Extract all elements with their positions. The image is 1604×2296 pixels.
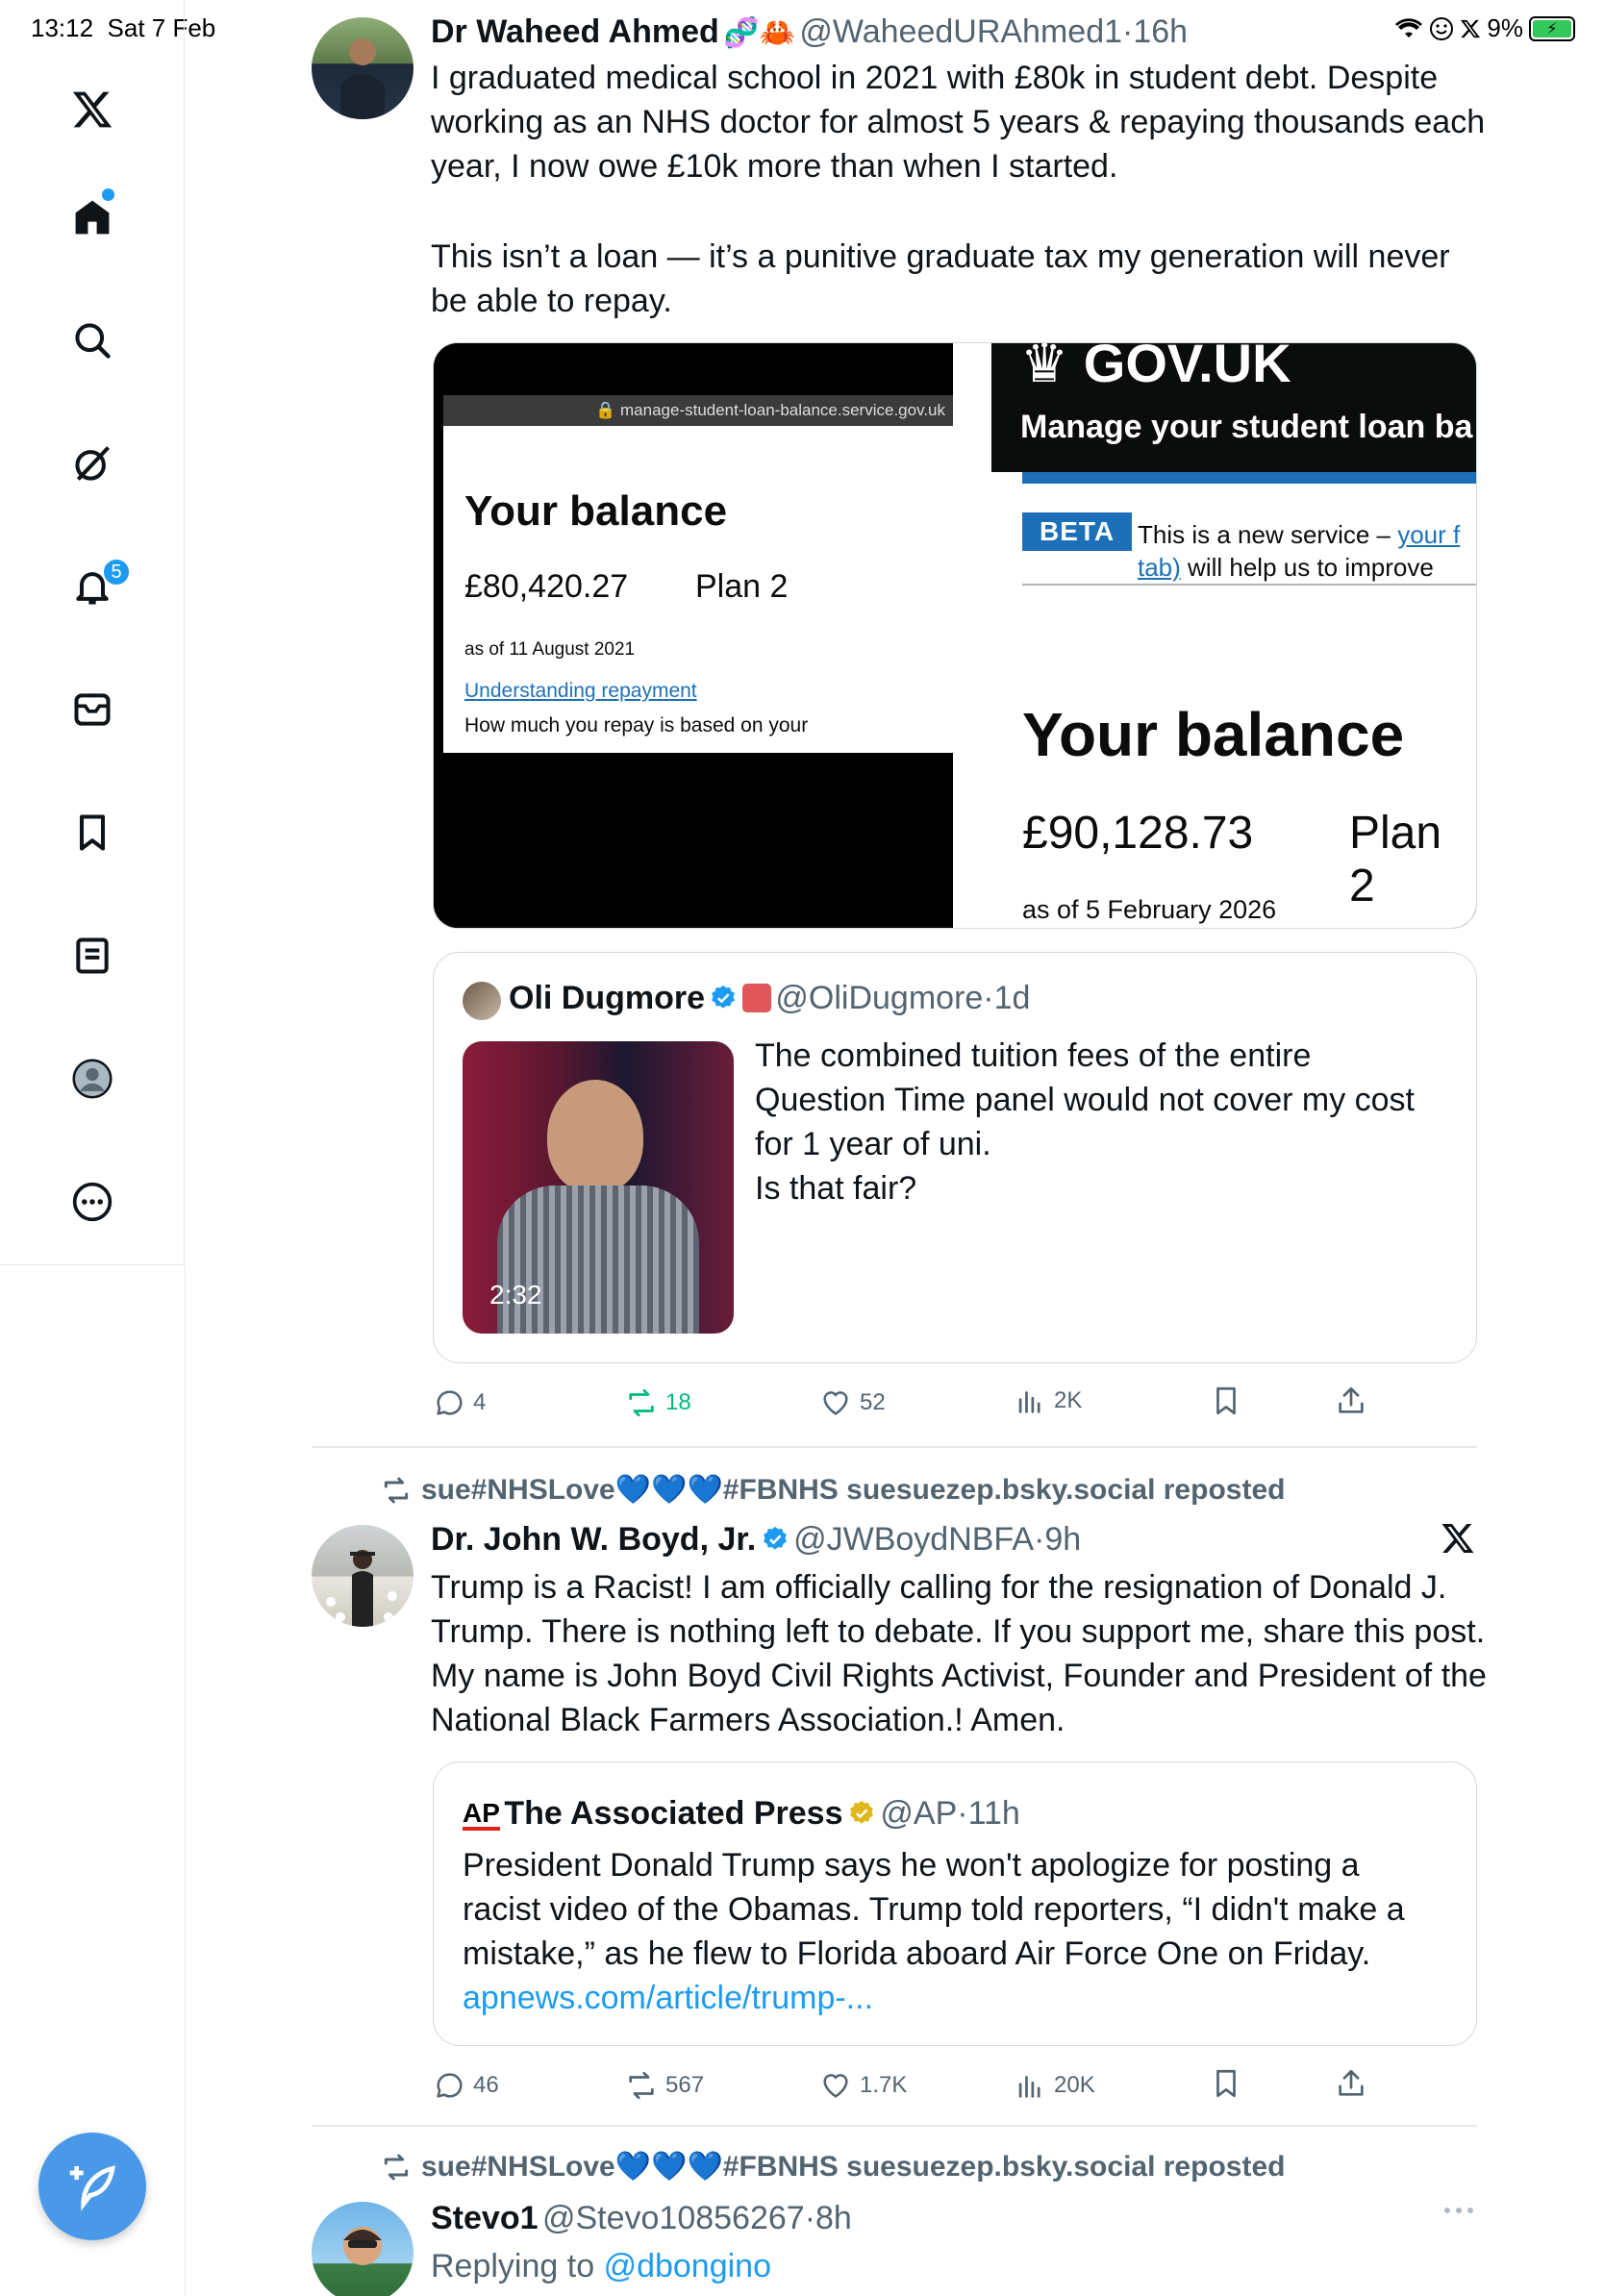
x-logo-icon[interactable] xyxy=(63,81,121,138)
more-dots-icon xyxy=(1442,2204,1475,2217)
media-right-brand: ♛ GOV.UK xyxy=(1020,342,1291,395)
quote-avatar[interactable] xyxy=(463,982,501,1020)
repost-icon xyxy=(625,2069,658,2102)
tweet3-avatar[interactable] xyxy=(312,2202,414,2296)
media-left-plan: Plan 2 xyxy=(695,568,789,605)
tweet1-text-2: This isn’t a loan — it’s a punitive graduate tax my generation will never be able to repay. xyxy=(431,238,1450,319)
tweet2-like-button[interactable] xyxy=(819,2069,907,2102)
media-right-divider xyxy=(1022,584,1477,586)
tweet1-repost-count: 18 xyxy=(665,1389,691,1415)
views-icon xyxy=(1014,1385,1046,1417)
media-right-govuk-header xyxy=(991,343,1477,472)
tweet2-text: Trump is a Racist! I am officially calling for the resignation of Donald J. Trump. There is nothing left to debate. If you support me, share this post. My name is John Boyd Civil Rights Activist, Founder and President of the National Black Farmers Association.! Amen. xyxy=(431,1569,1487,1738)
quote-time: 1d xyxy=(993,980,1031,1016)
tweet1-reply-button[interactable] xyxy=(433,1386,486,1419)
tweet2-reply-button[interactable] xyxy=(433,2069,499,2102)
compose-post-button[interactable] xyxy=(38,2133,146,2240)
tweet3-repost-context[interactable] xyxy=(381,2150,1285,2184)
tweet1-avatar[interactable] xyxy=(312,17,414,119)
tweet2-header: Dr. John W. Boyd, Jr. @JWBoydNBFA·9h xyxy=(431,1521,1082,1558)
quote-text-2: Is that fair? xyxy=(755,1170,917,1207)
media-right-plan: Plan 2 xyxy=(1349,808,1442,911)
video-person-shirt xyxy=(497,1185,699,1334)
tweet1-text-1: I graduated medical school in 2021 with £80k in student debt. Despite working as an NHS doctor for almost 5 years & repaying thousands each year, I now owe £10k more than when I started. xyxy=(431,60,1486,185)
heart-icon xyxy=(819,1386,852,1419)
tweet1-share-button[interactable] xyxy=(1335,1385,1367,1417)
tweet2-reply-count: 46 xyxy=(473,2072,499,2098)
wifi-icon xyxy=(1394,17,1423,40)
share-icon xyxy=(1335,1385,1367,1417)
media-left-page xyxy=(443,426,953,753)
status-icons xyxy=(1394,13,1575,43)
status-date: Sat 7 Feb xyxy=(107,13,216,42)
media-left-note: How much you repay is based on your xyxy=(464,714,809,736)
media-right-amount: £90,128.73 xyxy=(1022,808,1254,859)
media-left-url: 🔒 manage-student-loan-balance.service.gov.uk xyxy=(443,395,953,426)
status-time: 13:12 xyxy=(31,13,94,42)
more-icon[interactable] xyxy=(63,1173,121,1231)
tweet2-quote-time: 11h xyxy=(967,1795,1020,1832)
tweet1-handle[interactable]: @WaheedURAhmed1 xyxy=(799,13,1123,50)
tweet3-repost-by: sue#NHSLove💙💙💙#FBNHS suesuezep.bsky.social reposted xyxy=(421,2151,1286,2183)
tweet2-share-button[interactable] xyxy=(1335,2067,1367,2100)
tweet2-author-name[interactable]: Dr. John W. Boyd, Jr. xyxy=(431,1521,757,1558)
media-left-date: as of 11 August 2021 xyxy=(464,639,636,660)
tweet2-repost-by: sue#NHSLove💙💙💙#FBNHS suesuezep.bsky.social reposted xyxy=(421,1474,1286,1506)
tweet2-quote-header: AP The Associated Press @AP·11h xyxy=(463,1795,1020,1832)
tweet1-repost-button[interactable] xyxy=(625,1386,691,1419)
gold-verified-badge-icon xyxy=(847,1799,876,1828)
crown-icon: ♛ xyxy=(1020,342,1069,393)
tweet2-avatar[interactable] xyxy=(312,1525,414,1627)
tweet2-x-logo-icon[interactable] xyxy=(1441,1521,1475,1560)
tweet2-quote-author-name[interactable]: The Associated Press xyxy=(504,1795,843,1832)
tweet2-time: 9h xyxy=(1044,1521,1082,1558)
media-right-beta-tag: BETA xyxy=(1022,512,1132,551)
battery-icon: ⚡ xyxy=(1529,16,1575,41)
home-unread-dot xyxy=(102,188,114,201)
tweet3-more-options-button[interactable] xyxy=(1442,2204,1475,2222)
tweet3-header: Stevo1 @Stevo10856267·8h xyxy=(431,2200,852,2236)
repost-icon xyxy=(381,2152,412,2183)
tweet1-name-emoji: 🧬🦀 xyxy=(723,17,795,49)
bookmark-icon xyxy=(1210,1385,1242,1417)
tweet2-like-count: 1.7K xyxy=(860,2072,908,2098)
media-right-date: as of 5 February 2026 xyxy=(1022,895,1277,924)
video-duration: 2:32 xyxy=(489,1280,542,1310)
bookmarks-icon[interactable] xyxy=(63,804,121,861)
sidebar-divider xyxy=(185,1265,186,2296)
media-left-panel xyxy=(434,343,953,929)
tweet-separator xyxy=(312,2125,1477,2127)
messages-icon[interactable] xyxy=(63,681,121,738)
lists-icon[interactable] xyxy=(63,927,121,985)
affiliate-badge-icon xyxy=(742,984,771,1012)
reply-icon xyxy=(433,2069,465,2102)
media-right-service: Manage your student loan ba xyxy=(1020,409,1473,445)
verified-badge-icon xyxy=(761,1525,789,1554)
quote-video-thumbnail[interactable] xyxy=(463,1041,734,1334)
tweet3-handle[interactable]: @Stevo10856267 xyxy=(541,2200,805,2236)
tweet2-repost-context[interactable] xyxy=(381,1473,1285,1507)
media-left-heading: Your balance xyxy=(464,487,728,535)
quote-handle[interactable]: @OliDugmore xyxy=(775,980,984,1016)
views-icon xyxy=(1014,2069,1046,2102)
repost-icon xyxy=(625,1386,658,1419)
video-person-head xyxy=(547,1080,643,1193)
tweet3-replying-to-link[interactable]: @dbongino xyxy=(603,2248,771,2284)
quote-header: Oli Dugmore @OliDugmore·1d xyxy=(509,980,1031,1016)
tweet1-quote-card[interactable] xyxy=(433,952,1477,1363)
tweet1-time: 16h xyxy=(1133,13,1189,50)
tweet2-repost-button[interactable] xyxy=(625,2069,704,2102)
media-right-beta-text: This is a new service – your f tab) will help us to improve xyxy=(1138,520,1461,582)
media-right-panel xyxy=(953,343,1477,929)
smiley-icon xyxy=(1429,16,1454,41)
tweet1-reply-count: 4 xyxy=(473,1389,487,1415)
tweet2-handle[interactable]: @JWBoydNBFA xyxy=(793,1521,1034,1558)
tweet1-views-button[interactable] xyxy=(1014,1385,1082,1417)
heart-icon xyxy=(819,2069,852,2102)
tweet1-like-count: 52 xyxy=(860,1389,886,1415)
tweet3-time: 8h xyxy=(815,2200,852,2236)
profile-avatar-icon[interactable] xyxy=(63,1050,121,1108)
feather-plus-icon xyxy=(65,2159,119,2213)
battery-percent: 9% xyxy=(1487,13,1523,42)
media-right-blue-bar xyxy=(1022,472,1477,484)
search-icon[interactable] xyxy=(63,312,121,369)
quote-text-1: The combined tuition fees of the entire Question Time panel would not cover my cost for 1 year of uni. xyxy=(755,1037,1415,1162)
tweet3-replying-label: Replying to xyxy=(431,2248,595,2284)
tweet3-replying xyxy=(431,2244,771,2288)
verified-badge-icon xyxy=(709,984,738,1012)
repost-icon xyxy=(381,1475,412,1506)
quote-author-name[interactable]: Oli Dugmore xyxy=(509,980,706,1016)
media-left-amount: £80,420.27 xyxy=(464,568,629,605)
notifications-badge: 5 xyxy=(102,558,131,586)
tweet2-views-button[interactable] xyxy=(1014,2069,1095,2102)
share-icon xyxy=(1335,2067,1367,2100)
bookmark-icon xyxy=(1210,2067,1242,2100)
tweet2-bookmark-button[interactable] xyxy=(1210,2067,1242,2100)
tweet1-media[interactable] xyxy=(433,342,1477,929)
ap-logo: AP xyxy=(463,1800,500,1831)
tweet1-author-name[interactable]: Dr Waheed Ahmed xyxy=(431,13,719,50)
tweet1-like-button[interactable] xyxy=(819,1386,886,1419)
tweet2-quote-link[interactable]: apnews.com/article/trump-... xyxy=(463,1980,874,2016)
tweet2-views-count: 20K xyxy=(1054,2072,1095,2098)
tweet2-repost-count: 567 xyxy=(665,2072,705,2098)
reply-icon xyxy=(433,1386,465,1419)
tweet2-quote-text: President Donald Trump says he won't apologize for posting a racist video of the Obamas. Trump told reporters, “I didn't make a mistake,” as he flew to Florida aboard Air Force One on Friday. xyxy=(463,1847,1405,1972)
tweet1-views-count: 2K xyxy=(1054,1387,1083,1413)
tweet1-header: Dr Waheed Ahmed 🧬🦀 @WaheedURAhmed1·16h xyxy=(431,13,1189,50)
media-right-heading: Your balance xyxy=(1022,700,1405,769)
tweet2-quote-card[interactable] xyxy=(433,1761,1477,2046)
grok-icon[interactable] xyxy=(63,435,121,492)
tweet-separator xyxy=(312,1446,1477,1448)
media-left-link: Understanding repayment xyxy=(464,680,697,702)
x-logo-status-icon xyxy=(1460,18,1481,39)
tweet1-bookmark-button[interactable] xyxy=(1210,1385,1242,1417)
tweet2-quote-handle[interactable]: @AP xyxy=(880,1795,958,1832)
tweet3-author-name[interactable]: Stevo1 xyxy=(431,2200,539,2236)
